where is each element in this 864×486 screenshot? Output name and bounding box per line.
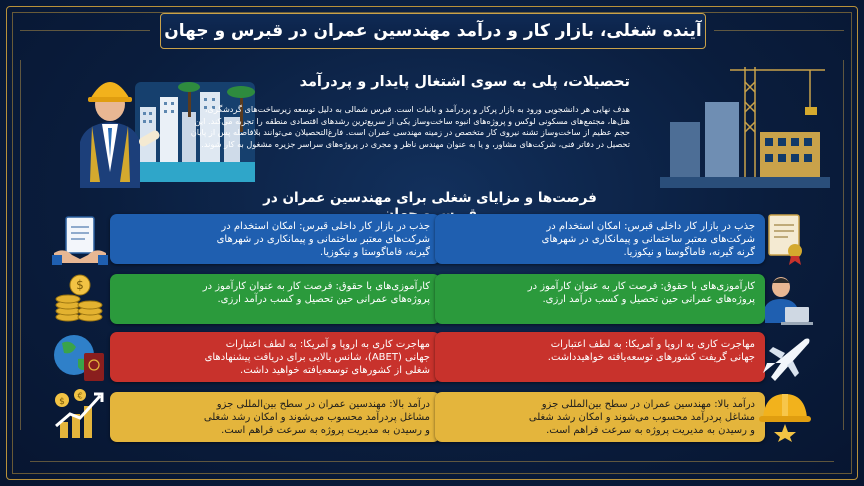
svg-text:$: $ — [59, 397, 65, 407]
decor-line — [843, 60, 844, 430]
coins-icon — [50, 271, 110, 327]
card-text: مهاجرت کاری به اروپا و آمریکا: به لطف اعتبارات جهانی گریفت کشورهای توسعه‌یافته خواهیدداشت. — [547, 339, 755, 363]
contract-icon — [50, 211, 110, 267]
card-right-high-income — [435, 392, 765, 442]
card-left-domestic-jobs — [110, 214, 440, 264]
hero-section — [40, 62, 830, 188]
airplane-icon — [755, 329, 815, 385]
svg-text:€: € — [77, 391, 83, 401]
card-right-domestic-jobs — [435, 214, 765, 264]
card-right-migration — [435, 332, 765, 382]
card-text: کارآموزی‌های با حقوق: فرصت کار به عنوان کارآموز در پروژه‌های عمرانی حین تحصیل و کسب درآمد ارزی. — [527, 281, 755, 305]
card-text: درآمد بالا: مهندسین عمران در سطح بین‌المللی جزو مشاغل پردرآمد محسوب می‌شوند و امکان رشد شغلی و رسیدن به مدیریت پروژه به سرعت فراهم است. — [203, 399, 430, 436]
card-text: درآمد بالا: مهندسین عمران در سطح بین‌المللی جزو مشاغل پردرآمد محسوب می‌شوند و امکان رشد شغلی و رسیدن به مدیریت پروژه به سرعت فراهم است. — [528, 399, 755, 436]
decor-line — [714, 30, 844, 31]
construction-site-illustration — [660, 62, 830, 188]
hardhat-star-icon — [755, 386, 815, 442]
growth-chart-icon — [50, 386, 110, 442]
certificate-icon — [755, 211, 815, 267]
card-left-high-income — [110, 392, 440, 442]
card-left-paid-internship — [110, 274, 440, 324]
svg-text:$: $ — [76, 278, 84, 292]
decor-line — [20, 30, 150, 31]
opportunities-grid — [50, 214, 820, 442]
page-title: آینده شغلی، بازار کار و درآمد مهندسین عمران در قبرس و جهان — [160, 13, 706, 49]
card-text: کارآموزی‌های با حقوق: فرصت کار به عنوان کارآموز در پروژه‌های عمرانی حین تحصیل و کسب درآمد ارزی. — [202, 281, 430, 305]
decor-line — [30, 461, 834, 462]
card-text: مهاجرت کاری به اروپا و آمریکا: به لطف اعتبارات جهانی (ABET)، شانس بالایی برای دریافت پیشنهادهای شغلی از کشورهای توسعه‌یافته خواهید داشت. — [204, 339, 430, 376]
decor-line — [20, 60, 21, 430]
hero-body-text: هدف نهایی هر دانشجویی ورود به بازار پرکار و پردرآمد و بانبات است. قبرس شمالی به دلیل توسعه زیرساخت‌های گردشگری، هتل‌ها، مجتمع‌های مسکونی لوکس و پروژه‌های انبوه ساخت‌وساز یکی از سریع‌ترین رشدهای اقتصادی منطقه را تجربه می‌کند. این حجم عظیم از ساخت‌وساز تشنه نیروی کار متخصص در زمینه مهندسی عمران است. فارغ‌التحصیلان می‌توانند بلافاصله پس از پایان تحصیل در دفاتر فنی، شرکت‌های مشاور، و یا به عنوان مهندس ناظر و مجری در پروژه‌های سراسر جزیره مشغول به کار شوند. — [190, 104, 630, 149]
card-left-migration — [110, 332, 440, 382]
hero-heading: تحصیلات، پلی به سوی اشتغال پایدار و پردرآمد — [299, 74, 630, 90]
card-right-paid-internship — [435, 274, 765, 324]
engineer-laptop-icon — [755, 271, 815, 327]
card-text: جذب در بازار کار داخلی قبرس: امکان استخدام در شرکت‌های معتبر ساختمانی و پیمانکاری در شهرهای گرنه گیرنه، فاماگوستا و نیکوزیا. — [541, 221, 755, 258]
card-text: جذب در بازار کار داخلی قبرس: امکان استخدام در شرکت‌های معتبر ساختمانی و پیمانکاری در شهرهای گیرنه، فاماگوستا و نیکوزیا. — [216, 221, 430, 258]
section-title: فرصت‌ها و مزایای شغلی برای مهندسین عمران در — [263, 190, 597, 206]
globe-passport-icon — [50, 329, 110, 385]
